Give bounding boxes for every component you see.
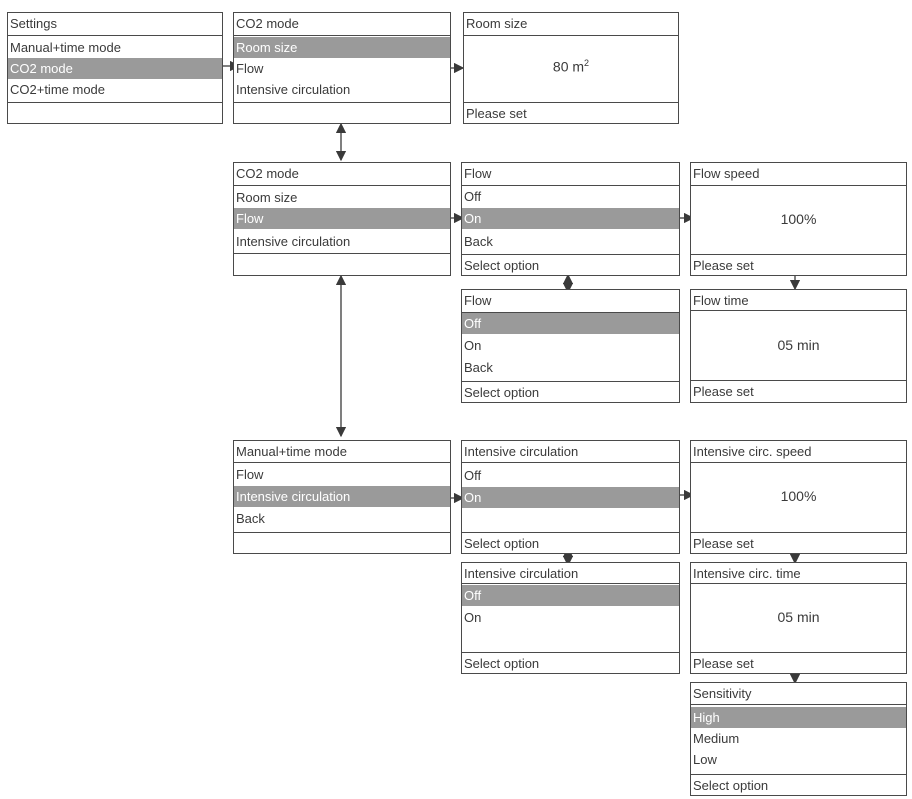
panel-footer: Select option — [691, 774, 906, 796]
panel-title: CO2 mode — [234, 163, 450, 186]
menu-item-manual-time-mode[interactable]: Manual+time mode — [10, 40, 121, 55]
option-back[interactable]: Back — [464, 360, 493, 375]
panel-footer: Please set — [691, 532, 906, 554]
option-medium[interactable]: Medium — [693, 731, 740, 746]
panel-footer: Select option — [462, 381, 679, 403]
co2-mode-panel-room — [233, 12, 451, 124]
menu-item-room-size[interactable]: Room size — [234, 37, 450, 58]
value-superscript: 2 — [584, 58, 590, 68]
panel-title: Manual+time mode — [234, 441, 450, 463]
room-size-panel — [463, 12, 679, 124]
panel-footer: Please set — [691, 652, 906, 674]
panel-footer — [234, 253, 450, 276]
option-on[interactable]: On — [462, 487, 679, 508]
intensive-circ-time-panel — [690, 562, 907, 674]
panel-footer — [8, 102, 222, 124]
room-size-value[interactable] — [464, 58, 678, 75]
menu-item-back[interactable]: Back — [236, 511, 265, 526]
option-off[interactable]: Off — [464, 468, 482, 483]
panel-title: Flow speed — [691, 163, 906, 186]
panel-title: CO2 mode — [234, 13, 450, 36]
option-on[interactable]: On — [462, 208, 679, 229]
panel-footer — [234, 532, 450, 554]
menu-item-intensive-circulation[interactable]: Intensive circulation — [236, 82, 351, 97]
flow-speed-value[interactable]: 100% — [780, 211, 817, 227]
panel-title: Intensive circ. speed — [691, 441, 906, 463]
option-back[interactable]: Back — [464, 234, 493, 249]
flow-time-value[interactable]: 05 min — [777, 337, 820, 353]
option-on[interactable]: On — [464, 338, 482, 353]
menu-item-co2-mode[interactable]: CO2 mode — [8, 58, 222, 79]
intensive-circ-speed-panel — [690, 440, 907, 554]
manual-time-mode-panel — [233, 440, 451, 554]
panel-footer: Please set — [464, 102, 678, 124]
menu-item-flow[interactable]: Flow — [236, 61, 264, 76]
menu-item-flow[interactable]: Flow — [236, 467, 264, 482]
flow-panel-on — [461, 162, 680, 276]
menu-item-co2-time-mode[interactable]: CO2+time mode — [10, 82, 106, 97]
panel-footer: Please set — [691, 254, 906, 276]
option-on[interactable]: On — [464, 610, 482, 625]
menu-item-intensive-circulation[interactable]: Intensive circulation — [234, 486, 450, 507]
panel-footer: Select option — [462, 254, 679, 276]
panel-title: Flow — [462, 290, 679, 313]
menu-item-flow[interactable]: Flow — [234, 208, 450, 229]
flow-time-panel — [690, 289, 907, 403]
panel-footer: Select option — [462, 652, 679, 674]
panel-title: Flow — [462, 163, 679, 186]
option-off[interactable]: Off — [462, 585, 679, 606]
panel-title: Room size — [464, 13, 678, 36]
panel-title: Intensive circulation — [462, 563, 679, 584]
menu-item-intensive-circulation[interactable]: Intensive circulation — [236, 234, 351, 249]
sensitivity-panel — [690, 682, 907, 796]
option-low[interactable]: Low — [693, 752, 717, 767]
co2-mode-panel-flow — [233, 162, 451, 276]
panel-footer — [234, 102, 450, 124]
panel-title: Sensitivity — [691, 683, 906, 705]
intensive-circ-time-value[interactable]: 05 min — [777, 609, 820, 625]
panel-footer: Select option — [462, 532, 679, 554]
flow-panel-off — [461, 289, 680, 403]
option-off[interactable]: Off — [462, 313, 679, 334]
flow-speed-panel — [690, 162, 907, 276]
panel-title: Intensive circ. time — [691, 563, 906, 584]
menu-item-room-size[interactable]: Room size — [236, 190, 298, 205]
panel-footer: Please set — [691, 380, 906, 403]
value-text: 80 m — [552, 58, 585, 75]
panel-title: Flow time — [691, 290, 906, 311]
panel-title: Settings — [8, 13, 222, 36]
intensive-circ-speed-value[interactable]: 100% — [780, 488, 817, 504]
settings-panel — [7, 12, 223, 124]
panel-title: Intensive circulation — [462, 441, 679, 463]
option-off[interactable]: Off — [464, 189, 482, 204]
intensive-circulation-panel-off — [461, 562, 680, 674]
option-high[interactable]: High — [691, 707, 906, 728]
intensive-circulation-panel-on — [461, 440, 680, 554]
